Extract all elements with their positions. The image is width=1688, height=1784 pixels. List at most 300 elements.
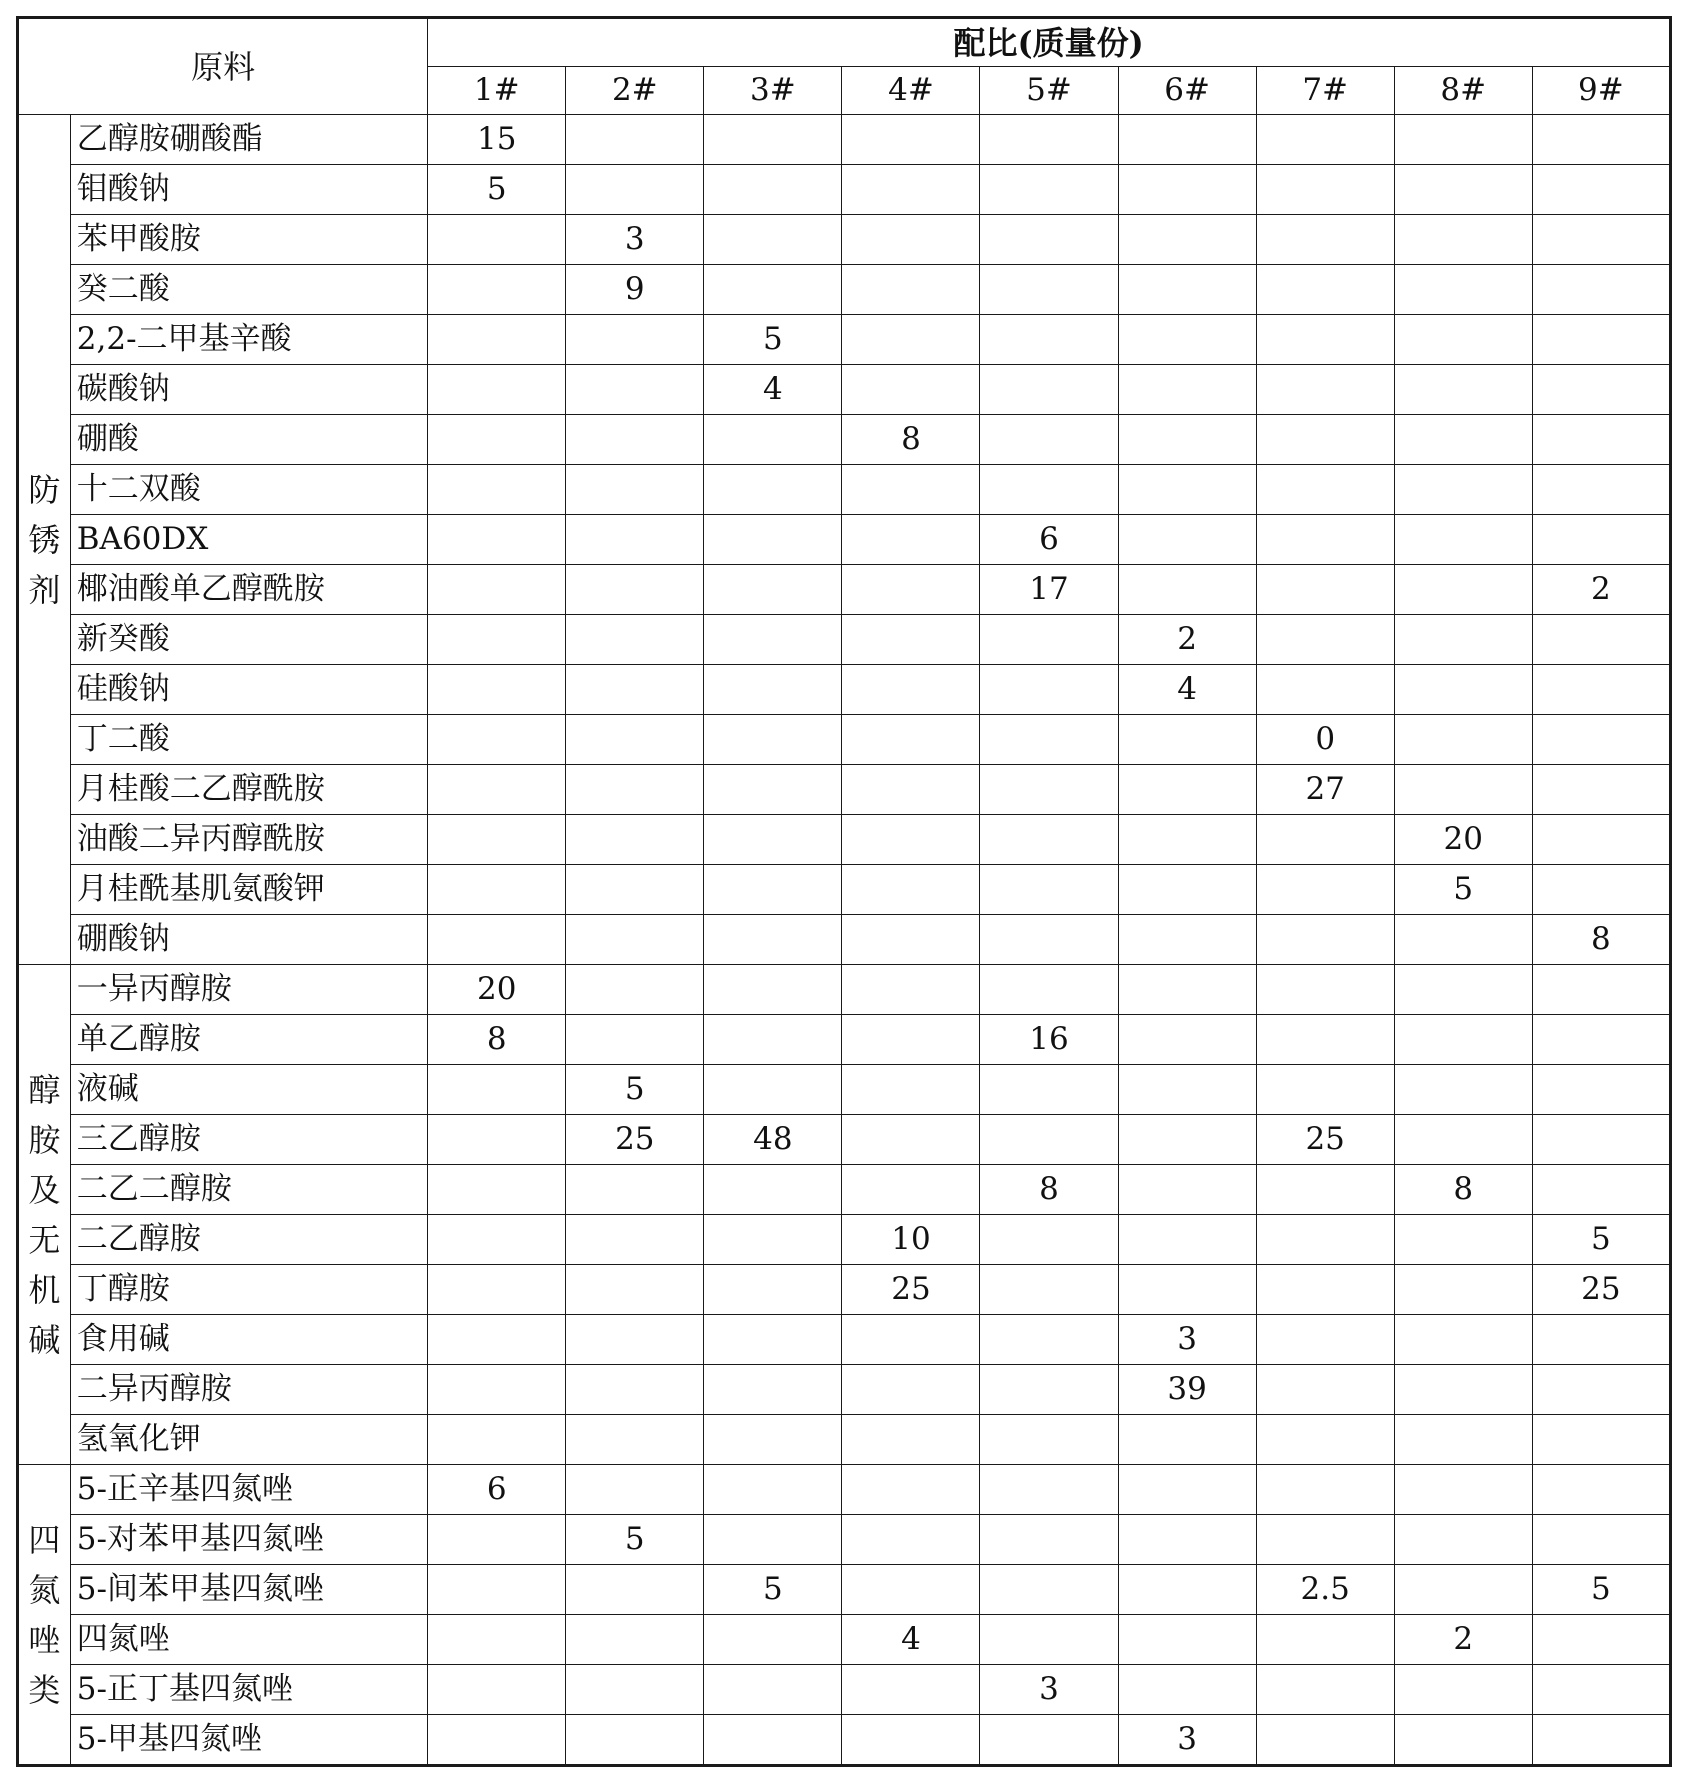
value-cell	[428, 215, 566, 265]
value-cell	[1256, 1715, 1394, 1766]
value-cell: 27	[1256, 765, 1394, 815]
value-cell	[1532, 1365, 1670, 1415]
table-row	[18, 1215, 1671, 1265]
value-cell	[704, 1365, 842, 1415]
value-cell	[842, 465, 980, 515]
category-label-text: 防锈剂	[28, 470, 61, 609]
table-row	[18, 415, 1671, 465]
table-row	[18, 165, 1671, 215]
value-cell	[1118, 1615, 1256, 1665]
value-cell	[980, 165, 1118, 215]
value-cell	[1256, 265, 1394, 315]
value-cell	[1256, 1265, 1394, 1315]
value-cell	[842, 1365, 980, 1415]
material-name-cell: 乙醇胺硼酸酯	[70, 115, 427, 165]
value-cell	[1394, 515, 1532, 565]
value-cell: 3	[1118, 1715, 1256, 1766]
value-cell	[1532, 215, 1670, 265]
value-cell	[1394, 465, 1532, 515]
value-cell	[1118, 565, 1256, 615]
value-cell	[566, 1365, 704, 1415]
value-cell	[1118, 1515, 1256, 1565]
material-name-cell: 5-甲基四氮唑	[70, 1715, 427, 1766]
table-row	[18, 1565, 1671, 1615]
value-cell	[1394, 565, 1532, 615]
value-cell	[566, 815, 704, 865]
table-row	[18, 1715, 1671, 1766]
material-name-cell: 钼酸钠	[70, 165, 427, 215]
value-cell	[1532, 765, 1670, 815]
value-cell	[980, 1415, 1118, 1465]
value-cell	[566, 1565, 704, 1615]
value-cell	[1394, 1665, 1532, 1715]
value-cell	[842, 265, 980, 315]
value-cell	[1256, 1015, 1394, 1065]
table-row	[18, 1415, 1671, 1465]
value-cell	[842, 315, 980, 365]
value-cell	[1256, 465, 1394, 515]
table-row	[18, 315, 1671, 365]
value-cell	[1256, 1215, 1394, 1265]
value-cell	[1532, 415, 1670, 465]
material-name-cell: 丁二酸	[70, 715, 427, 765]
value-cell	[842, 915, 980, 965]
value-cell	[566, 765, 704, 815]
value-cell	[980, 665, 1118, 715]
value-cell	[566, 615, 704, 665]
ratio-header: 配比(质量份)	[428, 18, 1671, 67]
material-name-cell: 液碱	[70, 1065, 427, 1115]
value-cell	[1118, 115, 1256, 165]
value-cell	[1532, 265, 1670, 315]
value-cell	[980, 265, 1118, 315]
material-name-cell: 硅酸钠	[70, 665, 427, 715]
value-cell	[566, 465, 704, 515]
value-cell: 8	[842, 415, 980, 465]
material-name-cell: 二乙醇胺	[70, 1215, 427, 1265]
value-cell	[566, 965, 704, 1015]
value-cell	[842, 365, 980, 415]
value-cell	[1256, 665, 1394, 715]
material-name-cell: 5-正辛基四氮唑	[70, 1465, 427, 1515]
value-cell	[980, 1715, 1118, 1766]
value-cell: 8	[1394, 1165, 1532, 1215]
value-cell	[842, 1715, 980, 1766]
value-cell	[1256, 1515, 1394, 1565]
value-cell	[980, 715, 1118, 765]
value-cell	[704, 765, 842, 815]
value-cell	[842, 615, 980, 665]
value-cell	[704, 415, 842, 465]
table-row	[18, 1165, 1671, 1215]
material-name-cell: 硼酸	[70, 415, 427, 465]
value-cell	[842, 165, 980, 215]
table-row	[18, 265, 1671, 315]
value-cell	[842, 115, 980, 165]
value-cell	[704, 715, 842, 765]
value-cell	[704, 615, 842, 665]
value-cell	[1394, 115, 1532, 165]
table-row	[18, 765, 1671, 815]
value-cell: 20	[1394, 815, 1532, 865]
value-cell	[1256, 1365, 1394, 1415]
value-cell	[1394, 1415, 1532, 1465]
value-cell	[1394, 415, 1532, 465]
value-cell	[566, 515, 704, 565]
value-cell	[1394, 1015, 1532, 1065]
value-cell	[842, 1115, 980, 1165]
value-cell	[1256, 1465, 1394, 1515]
value-cell	[1118, 965, 1256, 1015]
value-cell	[428, 465, 566, 515]
value-cell	[428, 1565, 566, 1615]
value-cell: 25	[1532, 1265, 1670, 1315]
value-cell	[980, 1465, 1118, 1515]
column-header: 7#	[1256, 67, 1394, 115]
table-row	[18, 1065, 1671, 1115]
value-cell	[1394, 1315, 1532, 1365]
value-cell	[1394, 365, 1532, 415]
value-cell	[1394, 1365, 1532, 1415]
value-cell	[842, 1065, 980, 1115]
value-cell	[1256, 1065, 1394, 1115]
column-header: 9#	[1532, 67, 1670, 115]
value-cell	[1118, 1115, 1256, 1165]
value-cell	[1394, 765, 1532, 815]
value-cell	[980, 1515, 1118, 1565]
value-cell	[842, 1415, 980, 1465]
value-cell	[980, 765, 1118, 815]
value-cell	[428, 315, 566, 365]
value-cell	[1532, 615, 1670, 665]
category-label	[18, 115, 71, 965]
value-cell	[980, 465, 1118, 515]
table-row	[18, 1365, 1671, 1415]
column-header: 5#	[980, 67, 1118, 115]
value-cell: 15	[428, 115, 566, 165]
value-cell	[1256, 365, 1394, 415]
value-cell	[704, 515, 842, 565]
value-cell	[428, 1065, 566, 1115]
value-cell	[1118, 1065, 1256, 1115]
value-cell	[1394, 965, 1532, 1015]
value-cell	[980, 965, 1118, 1015]
value-cell	[1256, 1665, 1394, 1715]
material-name-cell: 苯甲酸胺	[70, 215, 427, 265]
value-cell	[1532, 1715, 1670, 1766]
value-cell	[1118, 265, 1256, 315]
material-name-cell: 碳酸钠	[70, 365, 427, 415]
material-name-cell: 月桂酸二乙醇酰胺	[70, 765, 427, 815]
value-cell	[428, 865, 566, 915]
value-cell	[1118, 915, 1256, 965]
value-cell	[704, 1415, 842, 1465]
value-cell: 25	[842, 1265, 980, 1315]
value-cell	[428, 1215, 566, 1265]
value-cell	[566, 1015, 704, 1065]
value-cell	[842, 665, 980, 715]
value-cell: 2	[1394, 1615, 1532, 1665]
value-cell	[704, 1165, 842, 1215]
table-row	[18, 665, 1671, 715]
table-row	[18, 465, 1671, 515]
value-cell	[1532, 1665, 1670, 1715]
value-cell	[980, 865, 1118, 915]
value-cell	[704, 1315, 842, 1365]
value-cell	[1256, 1615, 1394, 1665]
value-cell	[980, 1565, 1118, 1615]
value-cell	[428, 665, 566, 715]
value-cell	[1532, 1615, 1670, 1665]
value-cell	[1118, 315, 1256, 365]
value-cell	[1118, 165, 1256, 215]
material-name-cell: 油酸二异丙醇酰胺	[70, 815, 427, 865]
material-name-cell: 椰油酸单乙醇酰胺	[70, 565, 427, 615]
value-cell	[428, 715, 566, 765]
value-cell: 3	[1118, 1315, 1256, 1365]
value-cell	[980, 915, 1118, 965]
value-cell: 10	[842, 1215, 980, 1265]
value-cell	[428, 815, 566, 865]
value-cell	[1532, 115, 1670, 165]
value-cell	[1532, 665, 1670, 715]
value-cell	[428, 1615, 566, 1665]
value-cell	[1118, 1265, 1256, 1315]
value-cell	[1118, 415, 1256, 465]
table-row	[18, 1465, 1671, 1515]
table-row	[18, 1015, 1671, 1065]
value-cell: 5	[1394, 865, 1532, 915]
value-cell	[704, 1265, 842, 1315]
value-cell	[1118, 365, 1256, 415]
table-row	[18, 1115, 1671, 1165]
value-cell	[980, 215, 1118, 265]
value-cell	[1118, 1565, 1256, 1615]
value-cell	[428, 1365, 566, 1415]
material-name-cell: 单乙醇胺	[70, 1015, 427, 1065]
value-cell	[1394, 915, 1532, 965]
formulation-table	[16, 16, 1672, 1767]
value-cell	[704, 1015, 842, 1065]
value-cell	[1394, 165, 1532, 215]
value-cell: 5	[1532, 1215, 1670, 1265]
value-cell	[566, 1265, 704, 1315]
material-name-cell: 癸二酸	[70, 265, 427, 315]
value-cell	[704, 565, 842, 615]
value-cell	[842, 565, 980, 615]
value-cell	[566, 315, 704, 365]
value-cell	[428, 1515, 566, 1565]
value-cell	[842, 1465, 980, 1515]
value-cell	[1256, 1165, 1394, 1215]
value-cell	[1256, 315, 1394, 365]
value-cell	[1256, 615, 1394, 665]
value-cell: 4	[1118, 665, 1256, 715]
value-cell	[980, 1265, 1118, 1315]
value-cell: 8	[980, 1165, 1118, 1215]
material-name-cell: 月桂酰基肌氨酸钾	[70, 865, 427, 915]
value-cell	[428, 1315, 566, 1365]
table-row	[18, 915, 1671, 965]
value-cell	[704, 915, 842, 965]
value-cell	[980, 615, 1118, 665]
table-row	[18, 615, 1671, 665]
value-cell	[1256, 1315, 1394, 1365]
value-cell	[566, 1215, 704, 1265]
value-cell	[1394, 1115, 1532, 1165]
column-header: 4#	[842, 67, 980, 115]
value-cell	[1532, 715, 1670, 765]
value-cell	[1394, 715, 1532, 765]
value-cell	[1256, 565, 1394, 615]
material-name-cell: 食用碱	[70, 1315, 427, 1365]
value-cell	[704, 1715, 842, 1766]
table-row	[18, 1265, 1671, 1315]
value-cell	[704, 965, 842, 1015]
value-cell	[1394, 265, 1532, 315]
value-cell	[1532, 465, 1670, 515]
value-cell	[704, 265, 842, 315]
value-cell	[1256, 165, 1394, 215]
material-name-cell: 新癸酸	[70, 615, 427, 665]
value-cell	[704, 165, 842, 215]
value-cell	[704, 1215, 842, 1265]
value-cell: 16	[980, 1015, 1118, 1065]
value-cell: 5	[428, 165, 566, 215]
value-cell: 4	[704, 365, 842, 415]
value-cell: 25	[566, 1115, 704, 1165]
value-cell	[1394, 1465, 1532, 1515]
value-cell	[842, 1565, 980, 1615]
value-cell	[842, 715, 980, 765]
value-cell	[428, 1665, 566, 1715]
value-cell: 5	[704, 315, 842, 365]
material-name-cell: 5-正丁基四氮唑	[70, 1665, 427, 1715]
value-cell	[566, 865, 704, 915]
value-cell: 5	[1532, 1565, 1670, 1615]
table-row	[18, 815, 1671, 865]
value-cell	[1256, 515, 1394, 565]
value-cell	[1532, 515, 1670, 565]
value-cell	[1118, 1215, 1256, 1265]
value-cell	[1394, 215, 1532, 265]
value-cell: 2	[1118, 615, 1256, 665]
value-cell	[566, 1665, 704, 1715]
value-cell	[428, 1115, 566, 1165]
value-cell	[1118, 865, 1256, 915]
value-cell	[1118, 1015, 1256, 1065]
value-cell	[980, 1215, 1118, 1265]
value-cell: 6	[428, 1465, 566, 1515]
value-cell	[1256, 915, 1394, 965]
value-cell	[566, 115, 704, 165]
value-cell	[428, 565, 566, 615]
value-cell	[704, 1515, 842, 1565]
value-cell	[1394, 1265, 1532, 1315]
material-header: 原料	[18, 18, 428, 115]
value-cell	[566, 665, 704, 715]
value-cell	[1394, 665, 1532, 715]
value-cell	[842, 515, 980, 565]
value-cell	[1394, 1215, 1532, 1265]
value-cell	[704, 665, 842, 715]
value-cell	[566, 365, 704, 415]
value-cell	[428, 1265, 566, 1315]
value-cell	[1532, 1015, 1670, 1065]
value-cell	[1118, 465, 1256, 515]
value-cell	[566, 1415, 704, 1465]
value-cell	[1256, 1415, 1394, 1465]
value-cell	[980, 415, 1118, 465]
table-row	[18, 715, 1671, 765]
value-cell	[566, 565, 704, 615]
column-header: 1#	[428, 67, 566, 115]
value-cell	[1118, 815, 1256, 865]
value-cell	[1394, 1065, 1532, 1115]
value-cell	[1394, 1515, 1532, 1565]
value-cell	[704, 215, 842, 265]
value-cell	[1256, 965, 1394, 1015]
value-cell: 20	[428, 965, 566, 1015]
value-cell	[842, 865, 980, 915]
column-header: 3#	[704, 67, 842, 115]
table-row	[18, 965, 1671, 1015]
value-cell	[428, 765, 566, 815]
material-name-cell: 2,2-二甲基辛酸	[70, 315, 427, 365]
value-cell: 8	[1532, 915, 1670, 965]
value-cell	[704, 1065, 842, 1115]
value-cell	[1532, 1065, 1670, 1115]
column-header: 2#	[566, 67, 704, 115]
value-cell	[704, 115, 842, 165]
table-row	[18, 1615, 1671, 1665]
value-cell: 4	[842, 1615, 980, 1665]
material-name-cell: 二异丙醇胺	[70, 1365, 427, 1415]
value-cell	[842, 1315, 980, 1365]
value-cell	[1118, 1415, 1256, 1465]
value-cell	[1256, 865, 1394, 915]
value-cell: 25	[1256, 1115, 1394, 1165]
material-name-cell: 一异丙醇胺	[70, 965, 427, 1015]
value-cell	[1532, 965, 1670, 1015]
table-row	[18, 115, 1671, 165]
value-cell: 6	[980, 515, 1118, 565]
value-cell	[842, 765, 980, 815]
material-name-cell: 氢氧化钾	[70, 1415, 427, 1465]
table-row	[18, 565, 1671, 615]
value-cell	[1118, 1165, 1256, 1215]
value-cell	[704, 1465, 842, 1515]
table-row	[18, 865, 1671, 915]
category-label-text: 四氮唑类	[28, 1520, 61, 1709]
value-cell	[1532, 1315, 1670, 1365]
column-header: 8#	[1394, 67, 1532, 115]
value-cell	[1256, 415, 1394, 465]
material-name-cell: BA60DX	[70, 515, 427, 565]
value-cell: 5	[704, 1565, 842, 1615]
value-cell	[704, 815, 842, 865]
value-cell: 39	[1118, 1365, 1256, 1415]
value-cell	[1256, 815, 1394, 865]
value-cell: 9	[566, 265, 704, 315]
value-cell: 3	[980, 1665, 1118, 1715]
value-cell: 5	[566, 1515, 704, 1565]
category-label-text: 醇胺及无机碱	[28, 1070, 61, 1359]
value-cell	[1256, 115, 1394, 165]
value-cell	[1532, 1165, 1670, 1215]
material-name-cell: 十二双酸	[70, 465, 427, 515]
value-cell	[1118, 515, 1256, 565]
